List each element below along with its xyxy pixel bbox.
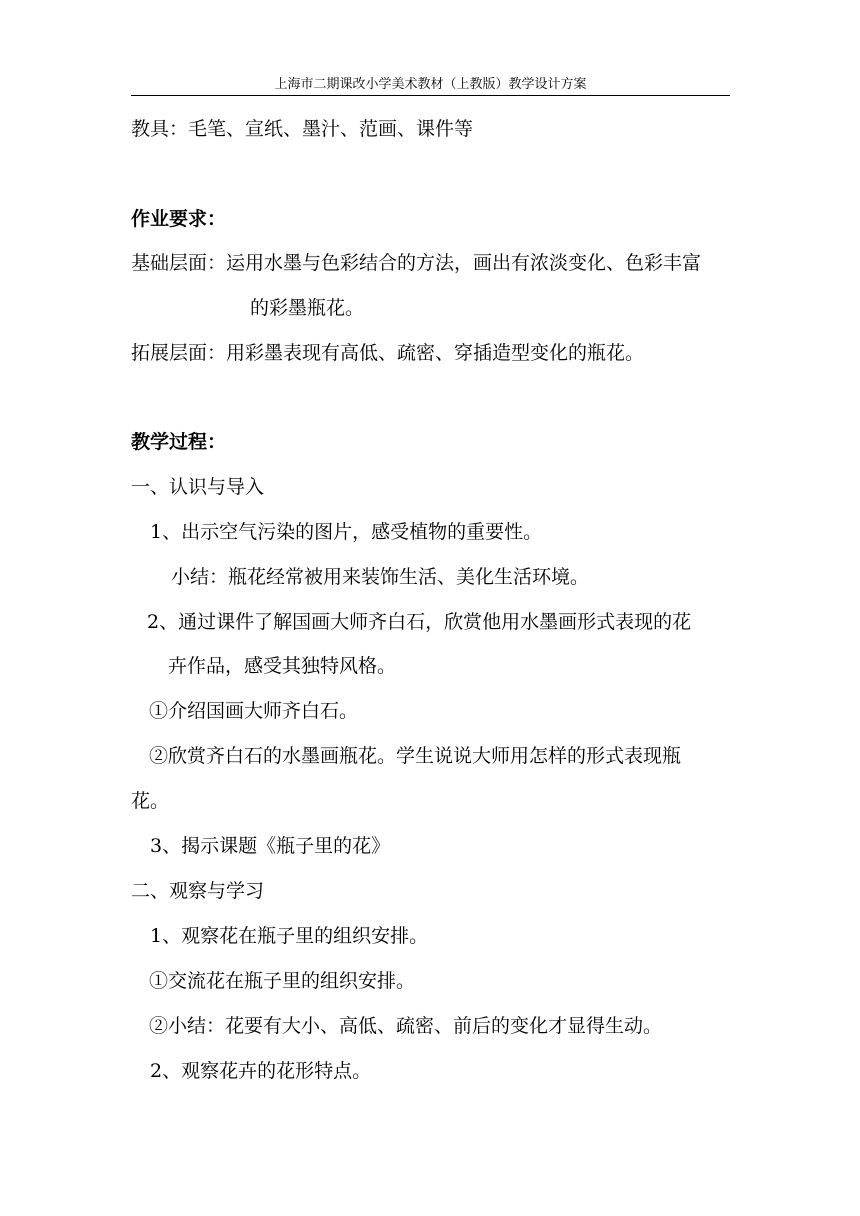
section1-item2-sub2-line2: 花。 <box>131 790 170 812</box>
process-heading: 教学过程： <box>131 431 227 453</box>
homework-basic-line1: 基础层面：运用水墨与色彩结合的方法，画出有浓淡变化、色彩丰富 <box>131 252 702 274</box>
section1-item2-line1: 2、通过课件了解国画大师齐白石，欣赏他用水墨画形式表现的花 <box>147 611 692 633</box>
section1-title: 一、认识与导入 <box>131 476 265 498</box>
homework-extended: 拓展层面：用彩墨表现有高低、疏密、穿插造型变化的瓶花。 <box>131 342 645 364</box>
section1-item1-summary: 小结：瓶花经常被用来装饰生活、美化生活环境。 <box>171 566 590 588</box>
section2-item1: 1、观察花在瓶子里的组织安排。 <box>150 925 429 947</box>
section1-item1: 1、出示空气污染的图片，感受植物的重要性。 <box>150 521 543 543</box>
tools-line: 教具：毛笔、宣纸、墨汁、范画、课件等 <box>131 118 474 140</box>
section2-item1-sub2: ②小结：花要有大小、高低、疏密、前后的变化才显得生动。 <box>149 1015 663 1037</box>
section1-item2-sub1: ①介绍国画大师齐白石。 <box>149 700 359 722</box>
homework-heading: 作业要求： <box>131 208 227 230</box>
header-divider <box>131 95 730 96</box>
section1-item2-sub2-line1: ②欣赏齐白石的水墨画瓶花。学生说说大师用怎样的形式表现瓶 <box>149 745 682 767</box>
page-header: 上海市二期课改小学美术教材（上教版）教学设计方案 <box>274 77 587 92</box>
section2-item2: 2、观察花卉的花形特点。 <box>150 1060 372 1082</box>
section1-item3: 3、揭示课题《瓶子里的花》 <box>150 835 391 857</box>
section2-title: 二、观察与学习 <box>131 880 265 902</box>
homework-basic-line2: 的彩墨瓶花。 <box>250 297 365 319</box>
section2-item1-sub1: ①交流花在瓶子里的组织安排。 <box>149 970 416 992</box>
section1-item2-line2: 卉作品，感受其独特风格。 <box>168 655 397 677</box>
